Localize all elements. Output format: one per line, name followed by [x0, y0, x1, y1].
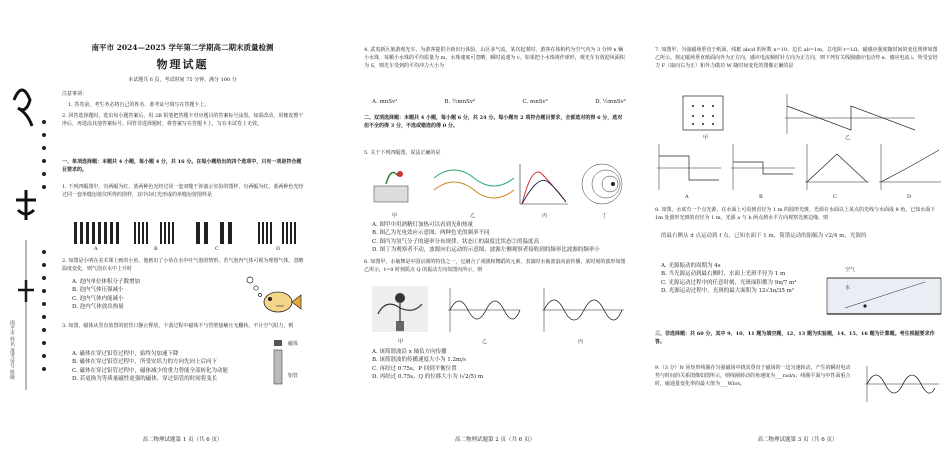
q2-option-b: B. 泡内气体压强减小: [72, 287, 124, 294]
q5-option-c: C. 图丙为氢气分子的速率分布规律，状态①的温度比状态②的温度高: [372, 238, 540, 245]
q5-label-yi: 乙: [470, 213, 476, 219]
question-2: 2. 如图是小明在美术课上画的小鱼，他画出了小鱼在水中吐气泡的情形。若气泡内气体可视为理想气体，忽略温度变化，则气泡在水中上升时: [62, 258, 304, 272]
label-magnet: 磁体: [288, 341, 299, 347]
section-1-heading: 一、单项选择题：本题共 4 小题，每小题 4 分，共 16 分。在每小题给出的四个选项中，只有一项是符合题目要求的。: [62, 159, 302, 173]
q4-option-c: C. mnSv²: [522, 99, 548, 105]
q5-option-b: B. 图乙为光电效应示意图，两种色光的频率不同: [372, 230, 490, 237]
label-water: 水: [845, 285, 851, 291]
binding-strip: [4, 60, 54, 450]
q3-option-c: C. 磁体在穿过铝管过程中，磁体减少的重力势能全部转化为动能: [72, 367, 229, 374]
q7-label-jia: 甲: [703, 135, 709, 141]
question-6: 6. 如图甲，水袖舞是中国京剧的特技之一，它融合了戏剧和舞蹈的元素，表演时水袖波浪向前传播，某时刻的波形如图乙所示，t=0 时刻质点 Q 的振动方向如图丙所示，则: [364, 259, 626, 273]
q5-fig-bing: [520, 164, 568, 204]
question-9: 9.（3 分）N 匝矩形线圈在匀强磁场中绕其垂直于磁场的一边匀速转动，产生的瞬时电动势与时间的关系图像如图所示，则线圈转动的角速度为___rad/s；线圈平面与中性面重合时，磁通量变化率的最大值为___Wb/s。: [655, 365, 851, 387]
question-8: 8. 如图，水底有一个点光源，在水面上可看到直径为 1 m 的圆形光斑，光源在水面以上某点的光线与水面成 θ 角。已知水面下 1m 处圆形光斑的直径为 1 m，光源 a 与 b 两点到水平方向观察光斑边缘，则: [655, 207, 936, 221]
q8-option-a: A. 光源振动的周期为 4s: [661, 263, 721, 269]
q7-graph-a: [657, 144, 721, 190]
q6-label-yi: 乙: [482, 339, 488, 345]
q6-fig-yi: [448, 288, 520, 332]
q5-fig-ding: [582, 164, 622, 204]
q6-option-d: D. 再经过 0.75s，Q 的位移大小为 (√2/5) m: [372, 373, 484, 380]
exam-subject-title: 物理试题: [156, 58, 209, 71]
q9-emf-graph: [861, 364, 941, 404]
question-3: 3. 如图，磁体从竖直放置的铝管口静止释放，下落过程中磁体不与管壁接触且无翻转。不计空气阻力，则: [62, 323, 294, 329]
q7-option-a: A: [685, 194, 689, 200]
exam-school-title: 南平市 2024—2025 学年第二学期高二期末质量检测: [91, 43, 274, 52]
fringe-a: [72, 222, 120, 244]
section-2-heading: 二、双项选择题：本题共 4 小题，每小题 6 分，共 24 分。每小题有 2 项符合题目要求，全部选对的得 6 分，选对但不全的得 3 分，不选或错选的得 0 分。: [364, 115, 623, 129]
q1-fringe-figures: [72, 222, 304, 252]
label-air: 空气: [845, 267, 856, 273]
q7-option-graphs: [653, 142, 943, 194]
question-5: 5. 关于下列四幅图，说法正确的是: [364, 150, 441, 156]
q7-graph-c: [805, 144, 869, 190]
q7-option-d: D: [907, 194, 912, 200]
q6-label-jia: 甲: [398, 339, 404, 345]
q2-option-d: D. 泡内气体放出热量: [72, 303, 124, 310]
label-tube: 铝管: [288, 373, 299, 379]
q4-option-b: B. ½mnSv²: [444, 99, 476, 105]
page-3-footer: 高二物理试题第 3 页（共 6 页）: [757, 437, 838, 443]
question-7: 7. 如图甲，匀强磁场垂直于纸面，线框 abcd 的匝数 n=10，边长 ab=1m，总电阻 r=1Ω，磁感应强度随时间的变化规律如图乙所示。规定磁场垂直纸面向外为正方向，感应电流顺时针方向为正方向，则下列有关线圈感应电动势 e、感应电流 i、所受安培力 F（取向右为正）和外力做功 W 随时间变化的图像正确的是: [655, 47, 938, 69]
q7-option-b: B: [759, 194, 763, 200]
q1-label-b: B: [154, 246, 158, 252]
q8-water-figure: [825, 262, 943, 318]
fringe-b: [134, 222, 174, 244]
q5-label-jia: 甲: [392, 213, 398, 219]
question-4: 4. 武夷新区旅游观光车，为游客提供全新出行体验。山区多气流，某次起雾时，游客在体积约为空气内为 3 分钟 n 辆小水珠，每颗小水珠的平均质量为 m，水珠速度可忽略，瞬时流速为 v。如果把小水珠视作球形，观光车有效迎风面积为 S，则光车受到的平均冲力大小为: [364, 47, 625, 69]
q6-figures: [370, 284, 626, 338]
page-3: [635, 0, 950, 457]
section-3-heading: 三、非选择题：共 60 分，其中 9、10、11 题为填空题，12、13 题为实验题，14、15、16 题为计算题。考生根据要求作答。: [655, 331, 935, 345]
q8-option-b: B. 当光源运动到最右侧时，水面上光斑半径为 1 m: [661, 271, 786, 278]
notice-1: 1. 答卷前，考生务必将自己的姓名、准考证号填写在答题卡上。: [68, 102, 210, 108]
q5-fig-jia: [374, 171, 408, 202]
notice-heading: 注意事项：: [62, 91, 88, 97]
q6-option-c: C. 再经过 0.75s，P 回到平衡位置: [372, 365, 457, 372]
q6-fig-bing: [542, 288, 624, 332]
binding-strip-marks: [4, 60, 54, 450]
q5-option-d: D. 图丁为观察者不动，波源向右运动的示意图，波源左侧观察者接收到的频率比波源的频率小: [372, 246, 600, 253]
q3-option-d: D. 若更换为等质量磁性更强的磁体，穿过铝管的时间将变长: [72, 375, 218, 382]
q6-fig-jia: [372, 286, 428, 332]
q7-option-c: C: [833, 194, 837, 200]
q1-label-a: A: [94, 246, 98, 252]
q7-graph-d: [879, 144, 941, 190]
page-2: [310, 0, 635, 457]
q7-label-yi: 乙: [845, 135, 851, 141]
q5-option-a: A. 图甲中用酒精灯加热可以看到光和热量: [372, 222, 473, 228]
q4-option-d: D. ½mnSv²: [595, 99, 626, 105]
q8-option-c: C. 光源运动过程中的任意时刻，光斑面积都为 9π/7 m²: [661, 279, 797, 286]
q6-option-b: B. 该简谐波的传播速度大小为 1.2m/s: [372, 357, 466, 364]
notice-2: 2. 回答选择题时，选出每小题答案后，用 2B 铅笔把答题卡对应题目的答案标号涂黑。如需改动，用橡皮擦干净后，再选涂其他答案标号。回答非选择题时，将答案写在答题卡上，写在本试卷上无效。: [62, 113, 304, 127]
q2-option-c: C. 泡内气体内能减小: [72, 295, 124, 302]
q3-option-b: B. 磁体在穿过铝管过程中，所受安培力的方向先向上后向下: [72, 359, 218, 366]
q7-fig-jia: [683, 96, 723, 130]
q4-option-a: A. mnSv²: [372, 99, 398, 105]
fringe-c: [196, 222, 232, 244]
q8-option-d: D. 光源运动过程中，光斑的最大面积为 12√3π/35 m²: [661, 287, 795, 294]
binding-strip-text: 南平市 姓名 准考证号 班级: [9, 320, 15, 380]
page-1-footer: 高二物理试题第 1 页（共 6 页）: [142, 437, 223, 443]
exam-meta: 本试题共 6 页，考试时间 75 分钟，满分 100 分: [128, 77, 237, 83]
q2-option-a: A. 泡内单位体积分子数增加: [72, 279, 140, 285]
q6-label-bing: 丙: [578, 339, 584, 345]
q6-option-a: A. 该简谐波沿 x 轴负方向传播: [372, 349, 447, 355]
q5-fig-yi: [434, 170, 514, 198]
q3-option-a: A. 磁体在穿过铝管过程中，始终匀加速下降: [72, 351, 179, 357]
q7-figures-top: [675, 92, 925, 136]
q7-graph-b: [731, 144, 795, 190]
q7-fig-yi: [785, 94, 915, 134]
question-1: 1. 下列四幅图中，有两幅为红、蓝两种色光经过同一套双缝干涉演示实验的图样，有两幅为红、蓝两种色光经过同一套单缝衍射仪所得的图样，其中由红光形成的单缝衍射图样是: [62, 184, 304, 198]
question-8-note: 的最右侧从 d 点运动到 f 点，已知水面下 1 m，简谐运动的振幅为 √2/4 m，光源的: [661, 233, 867, 239]
q5-figures: [370, 160, 626, 214]
page-1: [0, 0, 310, 457]
fringe-d: [258, 222, 296, 244]
q1-label-d: D: [276, 246, 281, 252]
q1-label-c: C: [215, 246, 219, 252]
q5-label-bing: 丙: [542, 213, 548, 219]
q5-label-ding: 丁: [602, 213, 608, 219]
fish-drawing: [236, 272, 302, 318]
page-2-footer: 高二物理试题第 2 页（共 6 页）: [455, 437, 535, 443]
